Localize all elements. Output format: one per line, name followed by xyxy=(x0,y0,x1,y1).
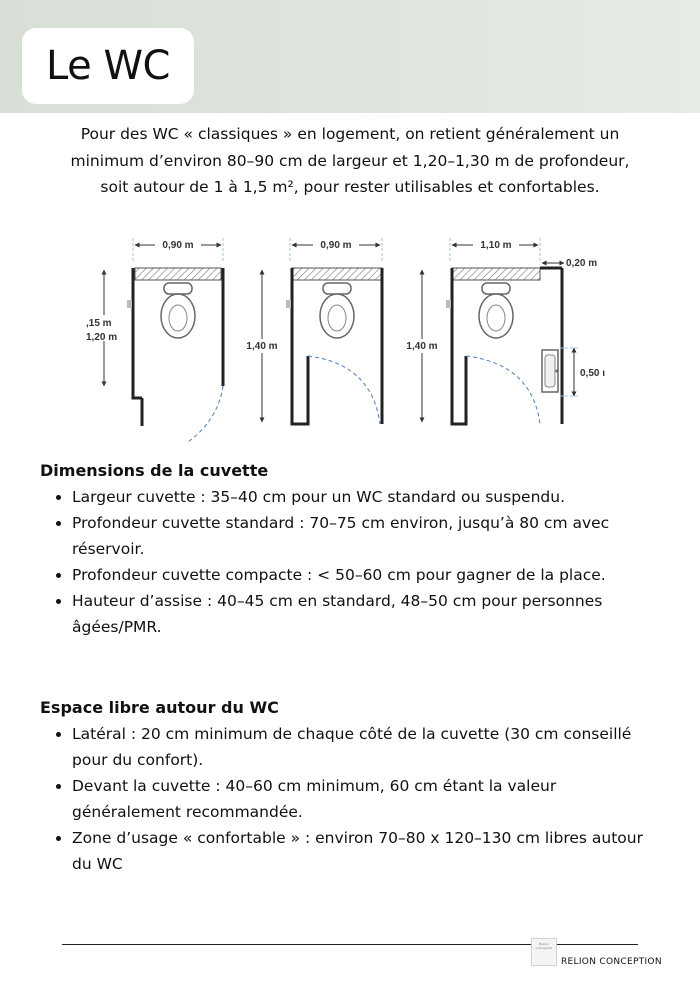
list-item: Devant la cuvette : 40–60 cm minimum, 60 cm étant la valeur généralement recommandée. xyxy=(40,773,660,825)
section1-title: Dimensions de la cuvette xyxy=(40,461,269,480)
plan-2 xyxy=(240,238,382,424)
plan2-width-label: 0,90 m xyxy=(320,240,352,251)
list-item: Hauteur d’assise : 40–45 cm en standard, 48–50 cm pour personnes âgées/PMR. xyxy=(40,588,660,640)
list-item: Profondeur cuvette standard : 70–75 cm environ, jusqu’à 80 cm avec réservoir. xyxy=(40,510,660,562)
floor-plans-illustration xyxy=(80,228,620,456)
section2-title: Espace libre autour du WC xyxy=(40,698,279,717)
list-item: Zone d’usage « confortable » : environ 70–80 x 120–130 cm libres autour du WC xyxy=(40,825,660,877)
toilet-icon xyxy=(161,283,195,338)
plan3-side-label: 0,20 m xyxy=(566,258,598,269)
logo-text: Relion conception xyxy=(535,942,553,950)
intro-paragraph: Pour des WC « classiques » en logement, on retient généralement un minimum d’environ 80–90 cm de largeur et 1,20–1,30 m de profondeur, soit autour de 1 à 1,5 m², pour rester utilisables et confortables. xyxy=(70,125,630,196)
section2-list xyxy=(40,721,660,877)
list-item: Largeur cuvette : 35–40 cm pour un WC standard ou suspendu. xyxy=(40,484,660,510)
plan1-depth-label-2: 1,20 m xyxy=(86,332,118,343)
plan3-depth-label: 1,40 m xyxy=(406,341,438,352)
page-title: Le WC xyxy=(46,43,170,89)
company-logo xyxy=(531,938,557,966)
plan-3 xyxy=(400,238,605,424)
plan3-width-label: 1,10 m xyxy=(480,240,512,251)
list-item: Profondeur cuvette compacte : < 50–60 cm pour gagner de la place. xyxy=(40,562,660,588)
plan-1 xyxy=(85,238,223,442)
plan1-depth-label-1: ,15 m xyxy=(86,318,112,329)
toilet-icon xyxy=(320,283,354,338)
list-item: Latéral : 20 cm minimum de chaque côté de la cuvette (30 cm conseillé pour du confort). xyxy=(40,721,660,773)
toilet-icon xyxy=(479,283,513,338)
plan2-depth-label: 1,40 m xyxy=(246,341,278,352)
title-card xyxy=(22,28,194,104)
plan3-basin-label: 0,50 ı xyxy=(580,368,606,379)
plan1-width-label: 0,90 m xyxy=(162,240,194,251)
washbasin-icon xyxy=(542,350,559,392)
section1-list xyxy=(40,484,660,640)
footer-brand: RELION CONCEPTION xyxy=(561,957,662,967)
